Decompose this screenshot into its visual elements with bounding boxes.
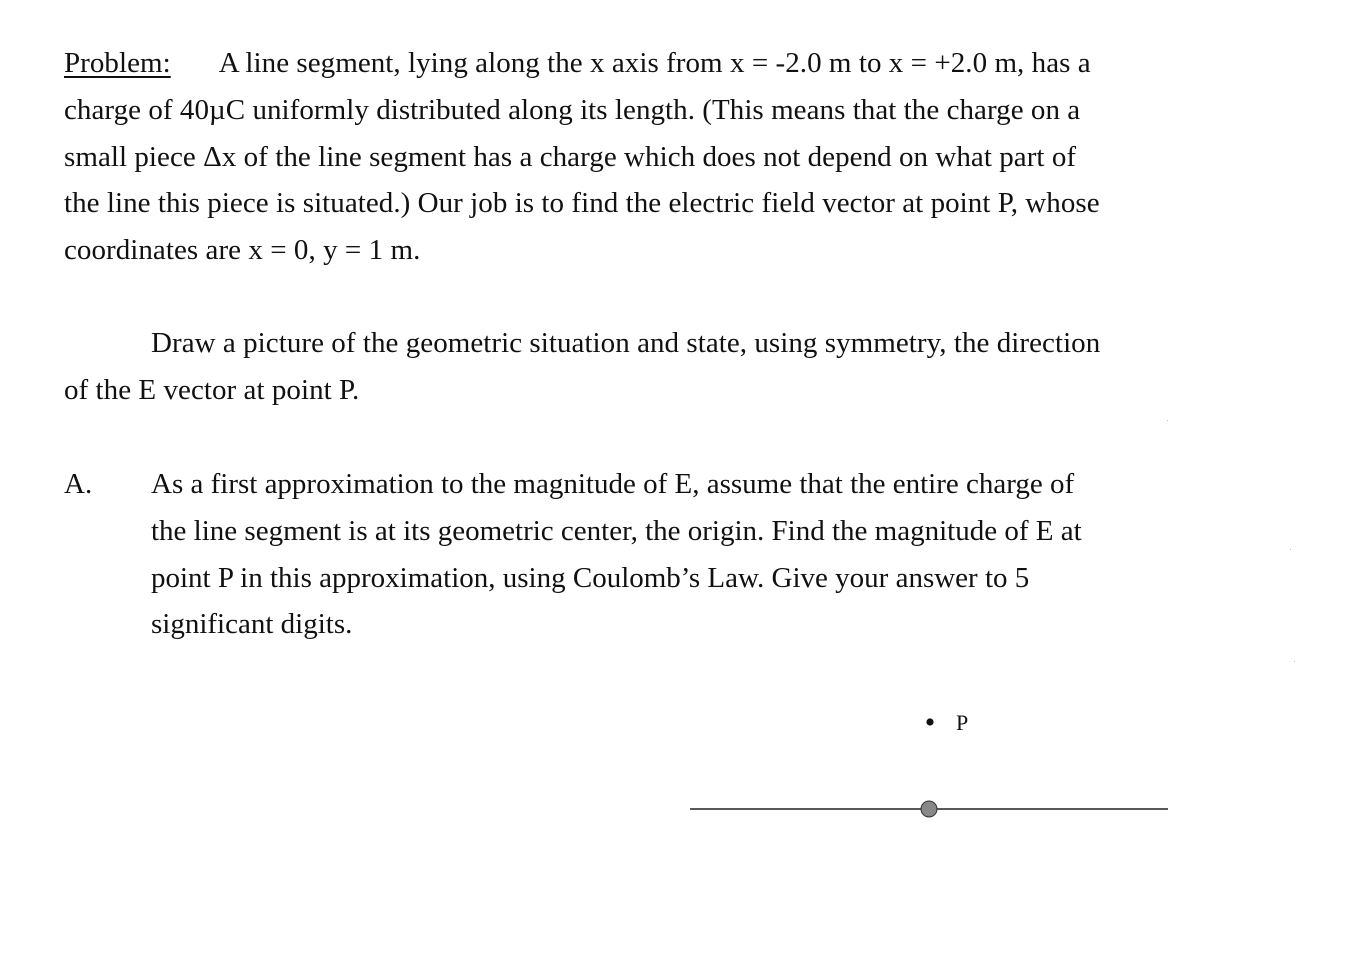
draw-instruction-line-1: Draw a picture of the geometric situation and state, using symmetry, the direction (151, 327, 1101, 359)
draw-instruction-line-2: of the E vector at point P. (64, 374, 360, 406)
point-p-label: P (956, 710, 969, 735)
part-a-label: A. (64, 468, 93, 500)
problem-line-5: coordinates are x = 0, y = 1 m. (64, 234, 421, 266)
problem-text-1: A line segment, lying along the x axis from x = -2.0 m to x = +2.0 m, has a (218, 47, 1091, 79)
problem-line-3: small piece Δx of the line segment has a charge which does not depend on what part of (64, 141, 1077, 173)
origin-charge-dot (921, 801, 937, 817)
problem-line-2: charge of 40µC uniformly distributed along its length. (This means that the charge on a (64, 94, 1081, 126)
part-a-line-3: point P in this approximation, using Coulomb’s Law. Give your answer to 5 (151, 562, 1030, 594)
scan-speck (1294, 661, 1295, 662)
scan-speck (1290, 549, 1291, 550)
point-p-dot (926, 718, 933, 725)
part-a-line-1: As a first approximation to the magnitude of E, assume that the entire charge of (151, 468, 1075, 500)
part-a-line-2: the line segment is at its geometric center, the origin. Find the magnitude of E at (151, 515, 1082, 547)
problem-line-1 (64, 46, 1091, 80)
problem-label: Problem: (64, 47, 171, 79)
part-a-line-4: significant digits. (151, 608, 353, 640)
problem-line-4: the line this piece is situated.) Our job is to find the electric field vector at point P, whose (64, 187, 1100, 219)
scan-speck (1167, 420, 1168, 421)
